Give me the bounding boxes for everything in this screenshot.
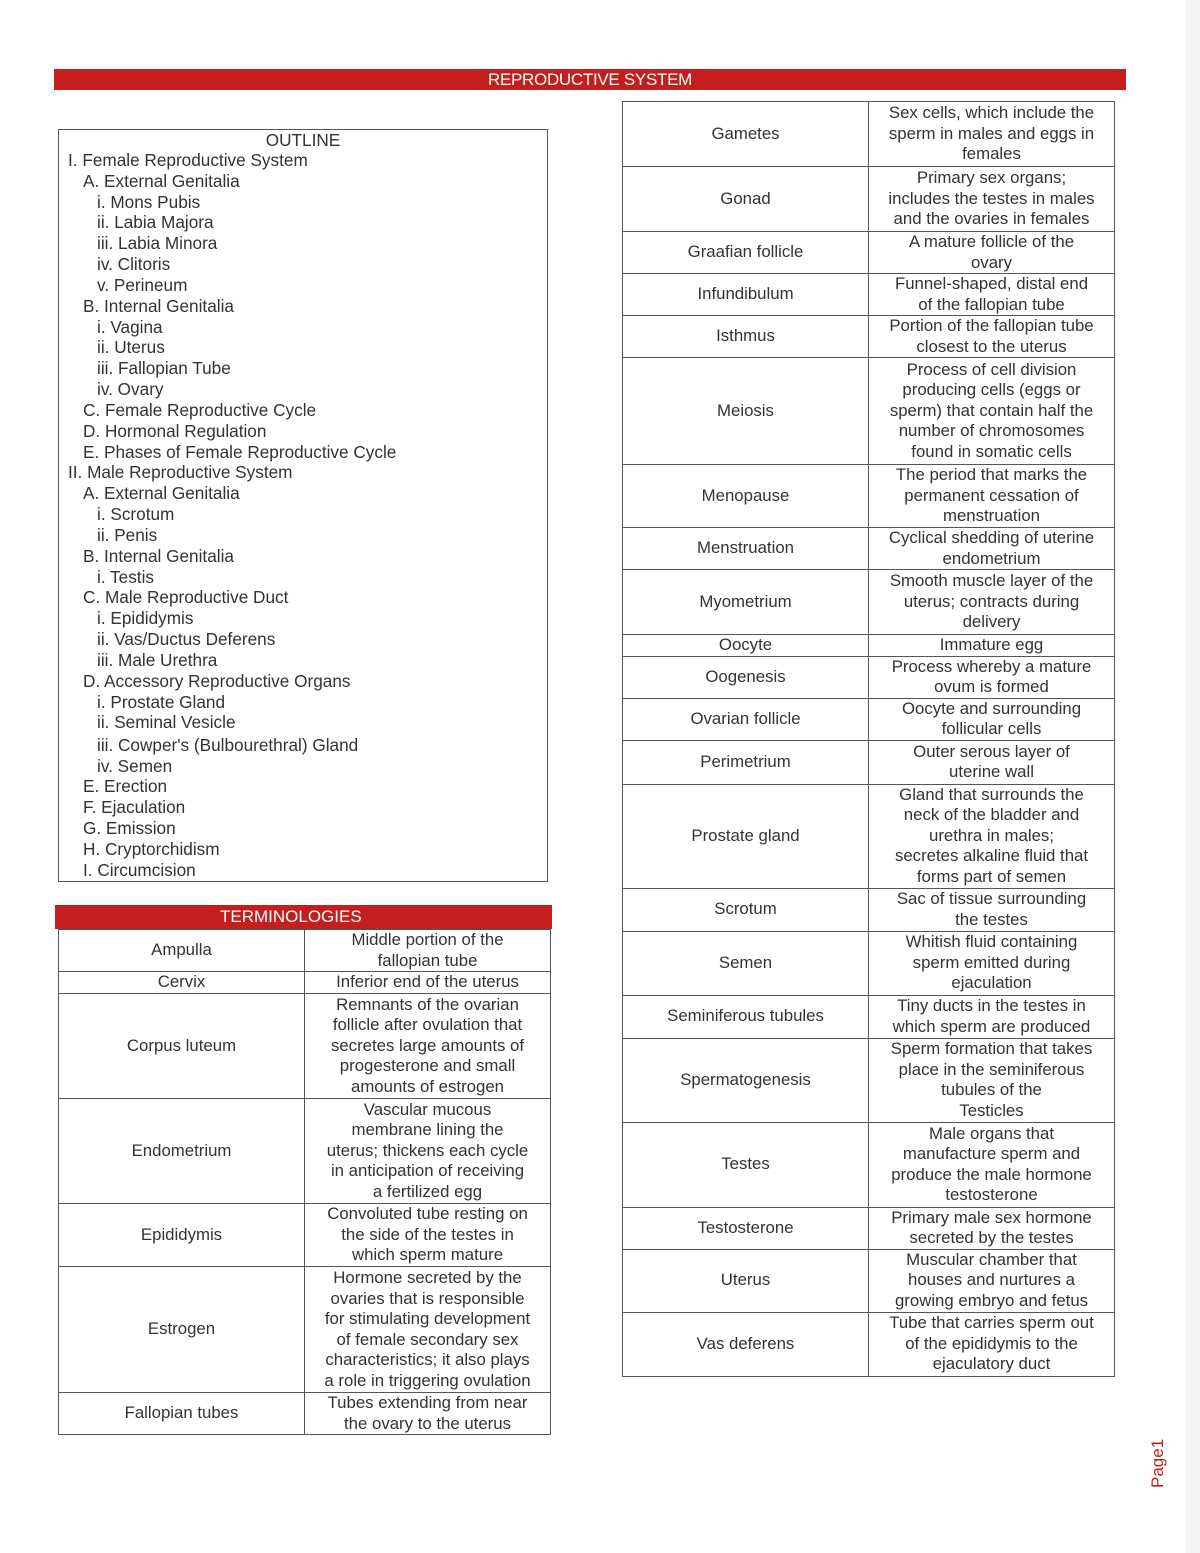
term-cell: Endometrium [59,1099,305,1204]
definition-cell: Tubes extending from near the ovary to the uterus [305,1393,551,1435]
definition-cell: Portion of the fallopian tube closest to the uterus [869,316,1115,358]
definition-cell: Tube that carries sperm out of the epididymis to the ejaculatory duct [869,1312,1115,1376]
outline-item: F. Ejaculation [83,797,186,818]
terminology-row [623,635,1115,657]
term-cell: Ovarian follicle [623,698,869,740]
terminology-row [623,274,1115,316]
outline-item: I. Female Reproductive System [68,150,308,170]
definition-cell: Primary male sex hormone secreted by the testes [869,1207,1115,1249]
definition-cell: The period that marks the permanent cessation of menstruation [869,465,1115,528]
page-number: Page1 [1148,1438,1167,1488]
terminology-row [623,1122,1115,1207]
term-cell: Gametes [623,102,869,167]
term-cell: Fallopian tubes [59,1393,305,1435]
term-cell: Spermatogenesis [623,1038,869,1122]
term-cell: Semen [623,931,869,995]
terminology-row [623,1312,1115,1376]
term-cell: Uterus [623,1249,869,1312]
outline-item: C. Female Reproductive Cycle [83,399,317,420]
page-title-bar [54,69,1126,90]
term-cell: Seminiferous tubules [623,995,869,1038]
term-cell: Infundibulum [623,274,869,316]
outline-item: II. Male Reproductive System [68,462,293,483]
outline-item: ii. Labia Majora [97,212,214,233]
terminology-row [623,740,1115,784]
definition-cell: Hormone secreted by the ovaries that is responsible for stimulating development of female secondary sex characteristics; it also plays a role in triggering ovulation [305,1267,551,1393]
definition-cell: Process whereby a mature ovum is formed [869,656,1115,698]
outline-item: v. Perineum [97,274,188,295]
outline-item: D. Hormonal Regulation [83,420,267,441]
term-cell: Menstruation [623,528,869,570]
outline-item: i. Scrotum [97,504,175,525]
outline-item: i. Prostate Gland [97,691,226,712]
terminology-row [59,1267,551,1393]
definition-cell: A mature follicle of the ovary [869,232,1115,274]
terminology-row [623,316,1115,358]
terminology-row [623,102,1115,167]
terminology-row [623,1249,1115,1312]
term-cell: Testes [623,1122,869,1207]
terminology-row [623,1207,1115,1249]
definition-cell: Convoluted tube resting on the side of the testes in which sperm mature [305,1204,551,1267]
outline-item: A. External Genitalia [83,483,240,504]
outline-item: E. Phases of Female Reproductive Cycle [83,441,397,462]
definition-cell: Smooth muscle layer of the uterus; contracts during delivery [869,570,1115,635]
term-cell: Epididymis [59,1204,305,1267]
term-cell: Gonad [623,167,869,232]
definition-cell: Immature egg [869,635,1115,657]
definition-cell: Male organs that manufacture sperm and produce the male hormone testosterone [869,1122,1115,1207]
term-cell: Perimetrium [623,740,869,784]
term-cell: Menopause [623,465,869,528]
outline-item: E. Erection [83,776,168,797]
term-cell: Testosterone [623,1207,869,1249]
outline-item: D. Accessory Reproductive Organs [83,670,351,691]
terminology-row [623,570,1115,635]
outline-item: B. Internal Genitalia [83,545,234,566]
terminology-row [59,1099,551,1204]
outline-item: iv. Semen [97,755,173,776]
outline-item: iv. Ovary [97,379,164,400]
outline-item: ii. Seminal Vesicle [97,712,236,733]
terminology-row [623,931,1115,995]
outline-item: I. Circumcision [83,859,196,880]
outline-item: iii. Male Urethra [97,649,218,670]
terminology-row [623,358,1115,465]
terminology-row [623,995,1115,1038]
term-cell: Corpus luteum [59,994,305,1099]
terminology-row [623,784,1115,888]
definition-cell: Process of cell division producing cells (eggs or sperm) that contain half the number of chromosomes found in somatic cells [869,358,1115,465]
term-cell: Ampulla [59,930,305,972]
outline-item: ii. Penis [97,524,158,545]
terminology-row [59,1204,551,1267]
outline-item: i. Epididymis [97,608,194,629]
outline-item: ii. Uterus [97,337,165,358]
terminology-row [623,465,1115,528]
term-cell: Prostate gland [623,784,869,888]
definition-cell: Oocyte and surrounding follicular cells [869,698,1115,740]
terminology-row [623,167,1115,232]
term-cell: Graafian follicle [623,232,869,274]
terminology-row [623,698,1115,740]
term-cell: Estrogen [59,1267,305,1393]
terminologies-title: TERMINOLOGIES [220,907,362,926]
definition-cell: Primary sex organs; includes the testes in males and the ovaries in females [869,167,1115,232]
terminologies-bar [55,905,552,929]
outline-item: iii. Fallopian Tube [97,358,231,379]
term-cell: Cervix [59,972,305,994]
outline-item: ii. Vas/Ductus Deferens [97,629,276,650]
term-cell: Scrotum [623,888,869,931]
terminology-row [59,1393,551,1435]
term-cell: Oogenesis [623,656,869,698]
terminology-row [59,930,551,972]
outline-item: i. Testis [97,566,154,587]
outline-item: G. Emission [83,818,176,839]
outline-item: C. Male Reproductive Duct [83,587,289,608]
terminology-row [623,528,1115,570]
outline-item: B. Internal Genitalia [83,295,234,316]
definition-cell: Muscular chamber that houses and nurtures a growing embryo and fetus [869,1249,1115,1312]
term-cell: Isthmus [623,316,869,358]
terminology-row [623,232,1115,274]
outline-item: iii. Labia Minora [97,233,218,254]
definition-cell: Outer serous layer of uterine wall [869,740,1115,784]
definition-cell: Middle portion of the fallopian tube [305,930,551,972]
definition-cell: Sex cells, which include the sperm in males and eggs in females [869,102,1115,167]
outline-box [58,129,548,882]
terminology-row [623,1038,1115,1122]
outline-item: iii. Cowper's (Bulbourethral) Gland [97,734,359,755]
page-edge [1186,0,1200,1553]
definition-cell: Cyclical shedding of uterine endometrium [869,528,1115,570]
definition-cell: Vascular mucous membrane lining the uterus; thickens each cycle in anticipation of receiving a fertilized egg [305,1099,551,1204]
terminology-row [623,656,1115,698]
outline-item: A. External Genitalia [83,170,240,191]
outline-item: i. Mons Pubis [97,191,201,212]
page-title: REPRODUCTIVE SYSTEM [488,70,692,89]
definition-cell: Tiny ducts in the testes in which sperm are produced [869,995,1115,1038]
definition-cell: Remnants of the ovarian follicle after ovulation that secretes large amounts of progesterone and small amounts of estrogen [305,994,551,1099]
term-cell: Myometrium [623,570,869,635]
definition-cell: Gland that surrounds the neck of the bladder and urethra in males; secretes alkaline fluid that forms part of semen [869,784,1115,888]
definition-cell: Sperm formation that takes place in the seminiferous tubules of the Testicles [869,1038,1115,1122]
terminology-row [59,972,551,994]
terminology-table-right [622,101,1115,1377]
term-cell: Meiosis [623,358,869,465]
outline-title: OUTLINE [265,130,341,150]
term-cell: Vas deferens [623,1312,869,1376]
definition-cell: Whitish fluid containing sperm emitted during ejaculation [869,931,1115,995]
terminology-row [59,994,551,1099]
outline-item: H. Cryptorchidism [83,838,220,859]
definition-cell: Funnel-shaped, distal end of the fallopian tube [869,274,1115,316]
outline-item: i. Vagina [97,316,163,337]
outline-item: iv. Clitoris [97,254,171,275]
term-cell: Oocyte [623,635,869,657]
terminology-table-left [58,929,551,1435]
terminology-row [623,888,1115,931]
definition-cell: Sac of tissue surrounding the testes [869,888,1115,931]
definition-cell: Inferior end of the uterus [305,972,551,994]
